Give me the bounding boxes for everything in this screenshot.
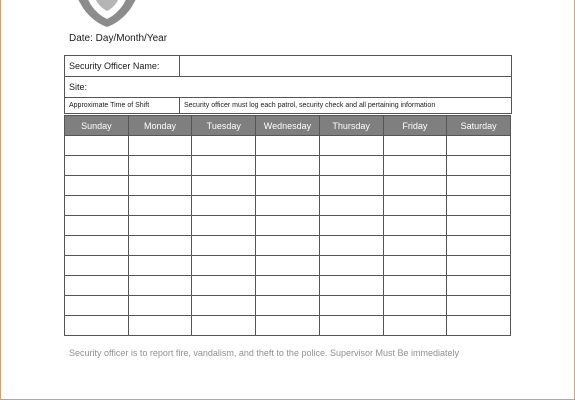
schedule-cell[interactable] — [128, 316, 192, 336]
schedule-row — [65, 196, 511, 216]
schedule-cell[interactable] — [256, 256, 320, 276]
shift-note: Security officer must log each patrol, security check and all pertaining information — [180, 98, 512, 114]
shield-icon — [73, 0, 141, 28]
schedule-cell[interactable] — [319, 136, 383, 156]
schedule-row — [65, 256, 511, 276]
schedule-cell[interactable] — [319, 316, 383, 336]
schedule-cell[interactable] — [128, 196, 192, 216]
day-header-sunday: Sunday — [65, 116, 129, 136]
schedule-cell[interactable] — [383, 236, 447, 256]
schedule-cell[interactable] — [319, 296, 383, 316]
schedule-cell[interactable] — [192, 156, 256, 176]
schedule-cell[interactable] — [192, 236, 256, 256]
schedule-cell[interactable] — [447, 256, 511, 276]
schedule-cell[interactable] — [319, 156, 383, 176]
day-header-friday: Friday — [383, 116, 447, 136]
schedule-cell[interactable] — [319, 256, 383, 276]
schedule-cell[interactable] — [65, 136, 129, 156]
weekly-schedule-table — [64, 115, 511, 336]
schedule-row — [65, 136, 511, 156]
schedule-cell[interactable] — [256, 316, 320, 336]
schedule-body — [65, 136, 511, 336]
schedule-row — [65, 236, 511, 256]
schedule-cell[interactable] — [383, 276, 447, 296]
schedule-cell[interactable] — [192, 216, 256, 236]
schedule-cell[interactable] — [128, 256, 192, 276]
schedule-cell[interactable] — [319, 176, 383, 196]
day-header-saturday: Saturday — [447, 116, 511, 136]
schedule-cell[interactable] — [383, 196, 447, 216]
schedule-cell[interactable] — [383, 216, 447, 236]
schedule-cell[interactable] — [256, 136, 320, 156]
schedule-cell[interactable] — [65, 236, 129, 256]
shift-time-field[interactable]: Approximate Time of Shift — [65, 98, 180, 114]
schedule-cell[interactable] — [256, 176, 320, 196]
schedule-cell[interactable] — [128, 216, 192, 236]
schedule-cell[interactable] — [447, 176, 511, 196]
schedule-cell[interactable] — [65, 316, 129, 336]
schedule-cell[interactable] — [447, 296, 511, 316]
schedule-cell[interactable] — [256, 236, 320, 256]
schedule-cell[interactable] — [256, 216, 320, 236]
schedule-cell[interactable] — [256, 196, 320, 216]
schedule-cell[interactable] — [447, 156, 511, 176]
schedule-cell[interactable] — [383, 176, 447, 196]
schedule-cell[interactable] — [256, 276, 320, 296]
schedule-cell[interactable] — [128, 176, 192, 196]
schedule-cell[interactable] — [447, 316, 511, 336]
officer-name-label: Security Officer Name: — [65, 56, 180, 77]
schedule-cell[interactable] — [65, 196, 129, 216]
schedule-cell[interactable] — [65, 156, 129, 176]
schedule-row — [65, 276, 511, 296]
schedule-row — [65, 176, 511, 196]
schedule-cell[interactable] — [65, 216, 129, 236]
schedule-cell[interactable] — [256, 296, 320, 316]
officer-info-table — [64, 55, 512, 114]
schedule-row — [65, 296, 511, 316]
schedule-cell[interactable] — [447, 216, 511, 236]
schedule-cell[interactable] — [65, 276, 129, 296]
schedule-cell[interactable] — [128, 296, 192, 316]
schedule-cell[interactable] — [383, 256, 447, 276]
schedule-cell[interactable] — [319, 216, 383, 236]
schedule-cell[interactable] — [192, 196, 256, 216]
schedule-cell[interactable] — [192, 136, 256, 156]
schedule-cell[interactable] — [319, 236, 383, 256]
schedule-cell[interactable] — [192, 296, 256, 316]
schedule-row — [65, 316, 511, 336]
schedule-cell[interactable] — [65, 176, 129, 196]
schedule-cell[interactable] — [256, 156, 320, 176]
schedule-cell[interactable] — [383, 296, 447, 316]
schedule-cell[interactable] — [128, 236, 192, 256]
schedule-cell[interactable] — [319, 196, 383, 216]
schedule-cell[interactable] — [65, 296, 129, 316]
schedule-cell[interactable] — [383, 316, 447, 336]
schedule-row — [65, 156, 511, 176]
schedule-cell[interactable] — [192, 256, 256, 276]
schedule-cell[interactable] — [192, 176, 256, 196]
schedule-header-row — [65, 116, 511, 136]
schedule-cell[interactable] — [447, 196, 511, 216]
schedule-cell[interactable] — [128, 276, 192, 296]
site-row — [65, 77, 512, 98]
schedule-cell[interactable] — [447, 136, 511, 156]
schedule-cell[interactable] — [447, 236, 511, 256]
schedule-cell[interactable] — [65, 256, 129, 276]
shift-row — [65, 98, 512, 114]
date-label: Date: Day/Month/Year — [69, 33, 168, 44]
schedule-cell[interactable] — [319, 276, 383, 296]
site-label: Site: — [69, 82, 88, 92]
schedule-cell[interactable] — [192, 316, 256, 336]
schedule-cell[interactable] — [192, 276, 256, 296]
officer-name-row — [65, 56, 512, 77]
schedule-cell[interactable] — [383, 136, 447, 156]
site-field[interactable] — [65, 77, 512, 98]
schedule-cell[interactable] — [128, 136, 192, 156]
schedule-row — [65, 216, 511, 236]
schedule-cell[interactable] — [447, 276, 511, 296]
day-header-tuesday: Tuesday — [192, 116, 256, 136]
schedule-cell[interactable] — [128, 156, 192, 176]
schedule-cell[interactable] — [383, 156, 447, 176]
day-header-wednesday: Wednesday — [256, 116, 320, 136]
day-header-monday: Monday — [128, 116, 192, 136]
footer-note: Security officer is to report fire, vandalism, and theft to the police. Supervisor Must Be immediately — [69, 348, 460, 358]
day-header-thursday: Thursday — [319, 116, 383, 136]
officer-name-field[interactable] — [180, 56, 512, 77]
